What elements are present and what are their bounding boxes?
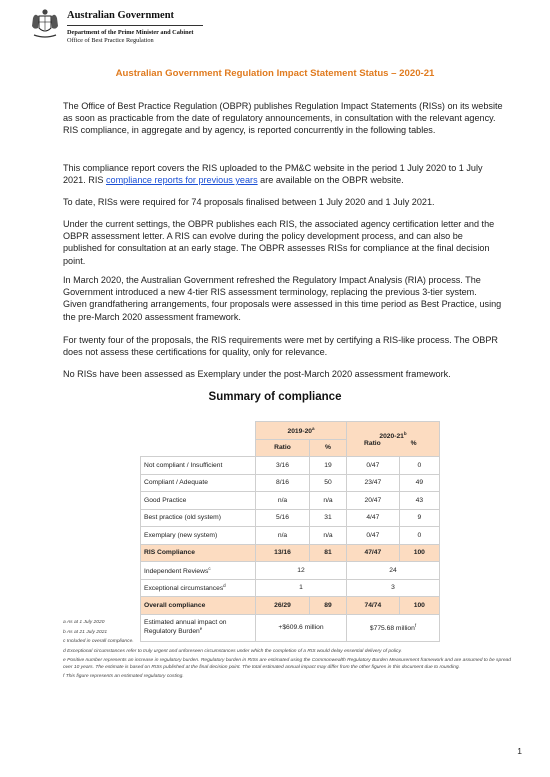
paragraph-count: To date, RISs were required for 74 proposals finalised between 1 July 2020 and 1 July 2021. bbox=[63, 197, 435, 207]
paragraph-coverage: This compliance report covers the RIS uploaded to the PM&C website in the period 1 July 2020 to 1 July 2021. RIS compliance reports for previous years are available on the OBPR website. bbox=[63, 163, 483, 186]
compliance-summary-table bbox=[140, 421, 440, 642]
overall-compliance-row: Overall compliance 26/29 89 74/74 100 bbox=[141, 597, 440, 615]
pct-header: % bbox=[309, 439, 346, 457]
exceptional-circumstances-row: Exceptional circumstances$^d$ 1 3 bbox=[141, 579, 440, 597]
independent-reviews-row: Independent Reviews$^c$ 12 24 bbox=[141, 562, 440, 580]
footnote-f: f This figure represents an estimated regulatory costing. bbox=[63, 674, 184, 680]
footnotes bbox=[63, 620, 513, 684]
footnote-e: e Positive number represents an increase in regulatory burden. Regulatory burden in RISs are estimated using the Commonwealth Regulatory Burden Measurement framework and are assumed to be spread over 10 years. The estimate is based on RISs published at the final decision point. The total estimated annual impact may differ from the other figures in this document due to rounding. bbox=[63, 658, 512, 670]
column-2019-20: 2019-20$^a$ bbox=[256, 422, 347, 440]
table-header-row bbox=[141, 422, 440, 440]
footnote-c: c Included in overall compliance. bbox=[63, 639, 134, 645]
page-title: Australian Government Regulation Impact Statement Status – 2020-21 bbox=[115, 68, 435, 79]
coat-of-arms-icon bbox=[30, 8, 60, 42]
summary-heading: Summary of compliance bbox=[208, 391, 342, 403]
ratio-header: Ratio bbox=[256, 439, 310, 457]
column-2020-21: 2020-21$^b$ Ratio % bbox=[347, 422, 440, 457]
page-number: 1 bbox=[517, 746, 522, 756]
previous-reports-link[interactable]: compliance reports for previous years bbox=[105, 175, 258, 186]
paragraph-certification: For twenty four of the proposals, the RIS requirements were met by certifying a RIS-like process. The OBPR does not assess these certifications for quality, only for relevance. bbox=[63, 335, 498, 358]
regulatory-burden-row: Estimated annual impact on Regulatory Burden$^e$ +$609.6 million $775.68 million$^f$ bbox=[141, 614, 440, 641]
table-row: Exemplary (new system) n/a n/a 0/47 0 bbox=[141, 527, 440, 545]
paragraph-exemplary: No RISs have been assessed as Exemplary under the post-March 2020 assessment framework. bbox=[63, 369, 451, 379]
paragraph-intro: The Office of Best Practice Regulation (OBPR) publishes Regulation Impact Statements (RISs) on its website as soon as practicable from the date of regulatory announcements, in consultation with the relevant agency. RIS compliance, in aggregate and by agency, is reported concurrently in the following tables. bbox=[63, 101, 503, 136]
table-row: Best practice (old system) 5/16 31 4/47 9 bbox=[141, 509, 440, 527]
government-name: Australian Government bbox=[67, 10, 175, 21]
table-row: Compliant / Adequate 8/16 50 23/47 49 bbox=[141, 474, 440, 492]
footnote-d: d Exceptional circumstances refer to truly urgent and unforeseen circumstances under which the completion of a RIS would delay essential delivery of policy. bbox=[63, 648, 402, 654]
government-header bbox=[30, 8, 230, 50]
header-divider bbox=[67, 25, 203, 26]
department-name: Department of the Prime Minister and Cabinet bbox=[67, 29, 194, 36]
footnote-b: b As at 21 July 2021 bbox=[63, 629, 108, 635]
ris-compliance-row: RIS Compliance 13/16 81 47/47 100 bbox=[141, 544, 440, 562]
office-name: Office of Best Practice Regulation bbox=[67, 37, 154, 44]
footnote-a: a As at 1 July 2020 bbox=[63, 620, 105, 625]
table-row: Not compliant / Insufficient 3/16 19 0/47 0 bbox=[141, 457, 440, 475]
paragraph-ria-refresh: In March 2020, the Australian Government refreshed the Regulatory Impact Analysis (RIA) process. The Government introduced a new 4-tier RIS assessment terminology, replacing the previous 3-tier system. Given grandfathering arrangements, four proposals were assessed in this time period as Best Practice, using the pre-March 2020 assessment framework. bbox=[63, 275, 502, 322]
paragraph-settings: Under the current settings, the OBPR publishes each RIS, the associated agency certification letter and the OBPR assessment letter. A RIS can evolve during the policy development process, and can also be published for consultation at an early stage. The OBPR assesses RISs for compliance at the final decision point. bbox=[63, 219, 495, 266]
table-row: Good Practice n/a n/a 20/47 43 bbox=[141, 492, 440, 510]
